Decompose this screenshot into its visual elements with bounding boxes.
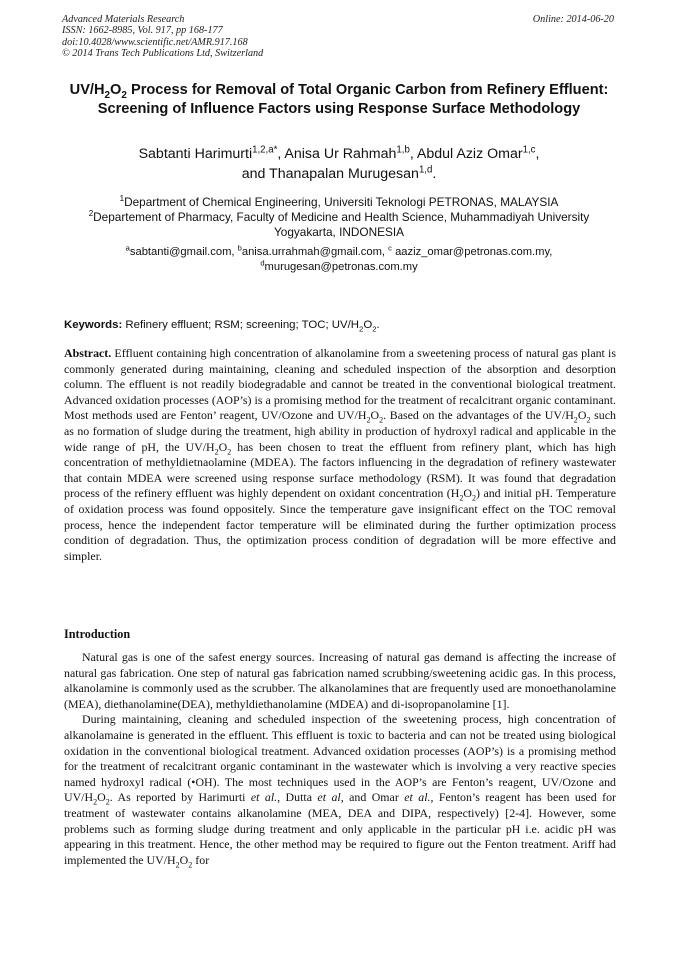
author-list: Sabtanti Harimurti$^{1,2,a*}$, Anisa Ur Rahmah$^{1,b}$, Abdul Aziz Omar$^{1,c}$, and Thanapalan Murugesan$^{1,d}$.: [138, 144, 540, 182]
journal-issn: ISSN: 1662-8985, Vol. 917, pp 168-177: [62, 25, 223, 37]
email-link[interactable]: anisa.urrahmah@gmail.com,: [241, 246, 389, 258]
journal-header: [62, 14, 263, 60]
affiliation-1: Department of Chemical Engineering, Universiti Teknologi PETRONAS, MALAYSIA: [124, 195, 559, 209]
paragraph: During maintaining, cleaning and scheduled inspection of the sweetening process, high concentration of alkanolamaine is generated in the effluent. This effluent is toxic to bacteria and can not be treated using biological oxidation in the conventional biological treatment. Advanced oxidation processes (AOP’s) is a promising method for the treatment of recalcitrant organic contaminant in the wastewater which is involving a very reactive species named hydroxyl radical (•OH). The most techniques used in the AOP’s are Fenton’s reagent, UV/Ozone and $UV/H_2O_2$. As reported by Harimurti et al., Dutta et al, and Omar et al., Fenton’s reagent has been used for treatment of wastewater contains alkanolamine (MEA, DEA and DIPA, respectively) [2-4]. However, some problems such as forming sludge during treatment and only applicable in the particular pH i.e. acidic pH was appearing in this treatment. Hence, the other method may be required to figure out the Fenton treatment. Ariff had implemented the $UV/H_2O_2$ for: [64, 712, 616, 870]
abstract: Abstract. Effluent containing high concentration of alkanolamine from a sweetening process of natural gas plant is commonly generated during maintaining, cleaning and scheduled inspection of the absorption and desorption column. The effluent is not readily biodegradable and cannot be treated in the conventional biological treatment. Advanced oxidation processes (AOP’s) is a promising method for the treatment of recalcitrant organic contaminant. Most methods used are Fenton’ reagent, UV/Ozone and $UV/H_2O_2$. Based on the advantages of the $UV/H_2O_2$ such as no formation of sludge during the treatment, high ability in production of hydroxyl radical and applicable in the wide range of pH, the $UV/H_2O_2$ has been chosen to treat the effluent from refinery plant, which has high concentration of methyldietnaolamine (MDEA). The factors influencing in the degradation of refinery wastewater that contain MDEA were screened using response surface methodology (RSM). It was found that degradation process of the refinery effluent was highly dependent on oxidant concentration $(H_2O_2)$ and initial pH. Temperature of oxidation process was found oppositely. Since the temperature gave insignificant effect on the TOC removal process, hence the independent factor temperature will be eliminated during the further optimization process condition of degradation. Thus, the optimization process condition of degradation will be more effective and simpler.: [64, 346, 617, 563]
affiliations: $^1$Department of Chemical Engineering, Universiti Teknologi PETRONAS, MALAYSIA $^2$Departement of Pharmacy, Faculty of Medicine and Health Science, Muhammadiyah University Yogyakarta, INDONESIA: [40, 195, 638, 241]
paper-title: $UV/H_2O_2$ Process for Removal of Total Organic Carbon from Refinery Effluent: Screening of Influence Factors using Response Surface Methodology: [69, 82, 609, 118]
author-emails: $^a$sabtanti@gmail.com, $^b$anisa.urrahmah@gmail.com, $^c$ aaziz_omar@petronas.com.my, $^d$murugesan@petronas.com.my: [125, 243, 553, 273]
journal-doi: doi:10.4028/www.scientific.net/AMR.917.168: [62, 36, 248, 48]
section-heading: Introduction: [64, 627, 131, 641]
keywords-label: Keywords:: [64, 319, 123, 331]
author-name: , Abdul Aziz Omar: [409, 146, 523, 162]
author-name: , Anisa Ur Rahmah: [277, 146, 397, 162]
author-name: and Thanapalan Murugesan: [241, 165, 419, 182]
email-link[interactable]: aaziz_omar@petronas.com.my,: [391, 246, 553, 258]
paragraph: Natural gas is one of the safest energy sources. Increasing of natural gas demand is affecting the increase of natural gas fabrication. One step of natural gas fabrication named scrubbing/sweetening acidic gas. In this process, alkanolamine is commonly used as the scrubber. The alkanolamines that are frequently used are monoethanolamine (MEA), diethanolamine(DEA), methyldiethanolamine (MDEA) and di-isopropanolamine [1].: [64, 650, 616, 711]
online-date: Online: 2014-06-20: [532, 14, 614, 25]
keywords: Keywords: Refinery effluent; RSM; screening; TOC; $UV/H_2O_2$.: [64, 319, 380, 334]
affiliation-2: Departement of Pharmacy, Faculty of Medicine and Health Science, Muhammadiyah University: [93, 210, 590, 225]
email-link[interactable]: murugesan@petronas.com.my: [264, 260, 418, 273]
journal-copyright: © 2014 Trans Tech Publications Ltd, Switzerland: [62, 48, 264, 60]
introduction-body: [64, 650, 616, 868]
affiliation-2-location: Yogyakarta, INDONESIA: [273, 225, 405, 240]
journal-name: Advanced Materials Research: [62, 14, 185, 25]
abstract-label: Abstract.: [64, 346, 112, 360]
author-name: Sabtanti Harimurti: [138, 146, 253, 162]
email-link[interactable]: sabtanti@gmail.com,: [129, 246, 238, 258]
